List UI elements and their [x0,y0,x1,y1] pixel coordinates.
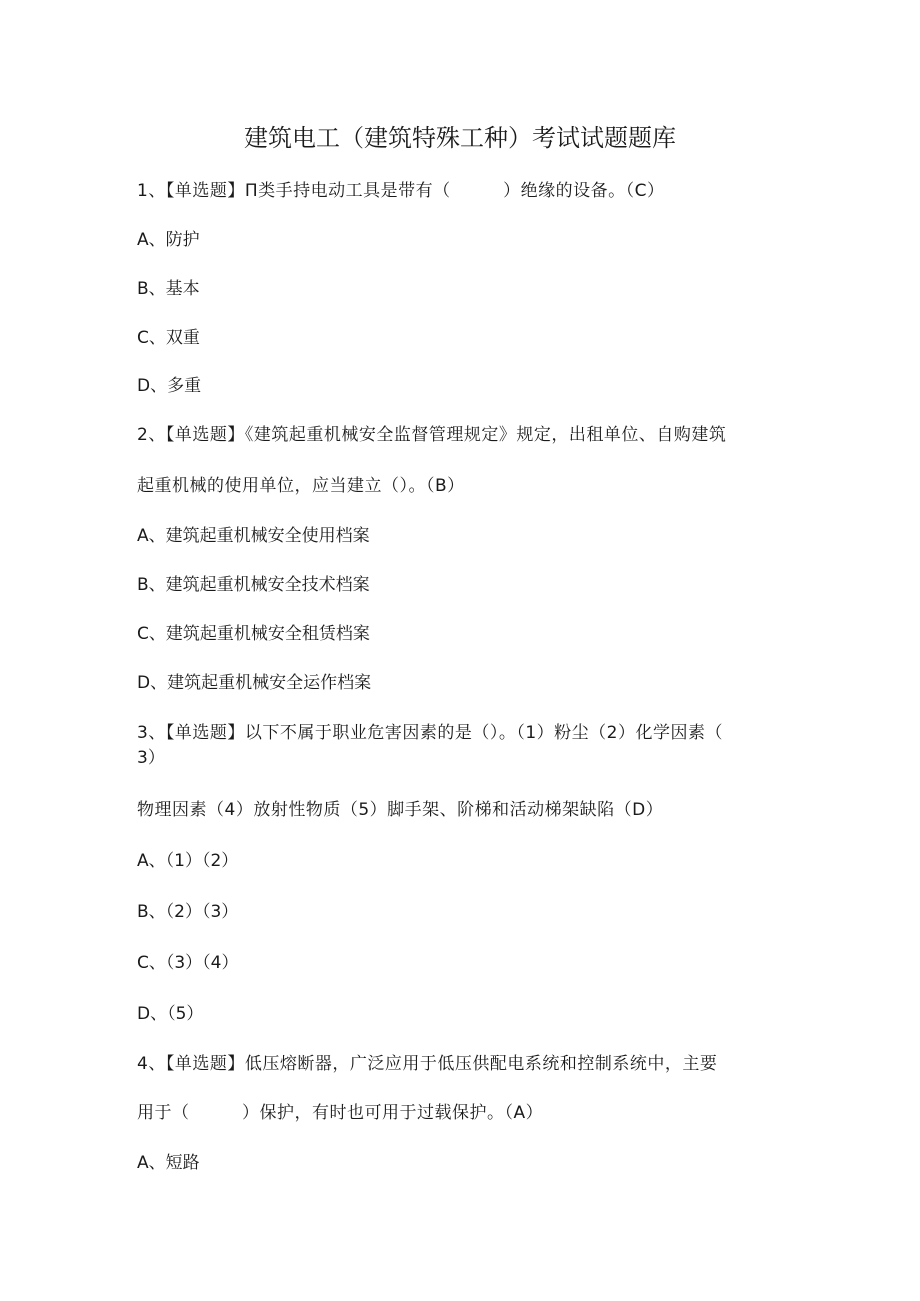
question-1-option-a: A、防护 [137,230,200,250]
question-2-stem-line-2: 起重机械的使用单位，应当建立（）。（B） [137,476,465,496]
question-4-stem-line-1: 4、【单选题】低压熔断器，广泛应用于低压供配电系统和控制系统中，主要 [137,1054,718,1074]
question-3-stem-line-3: 物理因素（4）放射性物质（5）脚手架、阶梯和活动梯架缺陷（D） [137,800,664,820]
question-3-stem-line-1: 3、【单选题】以下不属于职业危害因素的是（）。（1）粉尘（2）化学因素（ [137,723,723,743]
question-3-option-c: C、（3）（4） [137,953,239,973]
question-3-option-a: A、（1）（2） [137,851,239,871]
question-4-stem-line-2: 用于（ ）保护，有时也可用于过载保护。（A） [137,1103,544,1123]
question-3-option-d: D、（5） [137,1004,204,1024]
question-2-option-d: D、建筑起重机械安全运作档案 [137,673,372,693]
question-1-option-b: B、基本 [137,279,200,299]
question-2-option-c: C、建筑起重机械安全租赁档案 [137,624,370,644]
question-1-option-d: D、多重 [137,376,202,396]
question-2-option-b: B、建筑起重机械安全技术档案 [137,575,370,595]
question-3-option-b: B、（2）（3） [137,902,239,922]
question-2-stem-line-1: 2、【单选题】《建筑起重机械安全监督管理规定》规定，出租单位、自购建筑 [137,425,727,445]
question-4-option-a: A、短路 [137,1153,200,1173]
question-1-stem: 1、【单选题】Π类手持电动工具是带有（ ）绝缘的设备。（C） [137,181,665,201]
question-2-option-a: A、建筑起重机械安全使用档案 [137,526,370,546]
question-3-stem-line-2: 3） [137,748,165,768]
page-title: 建筑电工（建筑特殊工种）考试试题题库 [244,124,676,152]
question-1-option-c: C、双重 [137,328,200,348]
